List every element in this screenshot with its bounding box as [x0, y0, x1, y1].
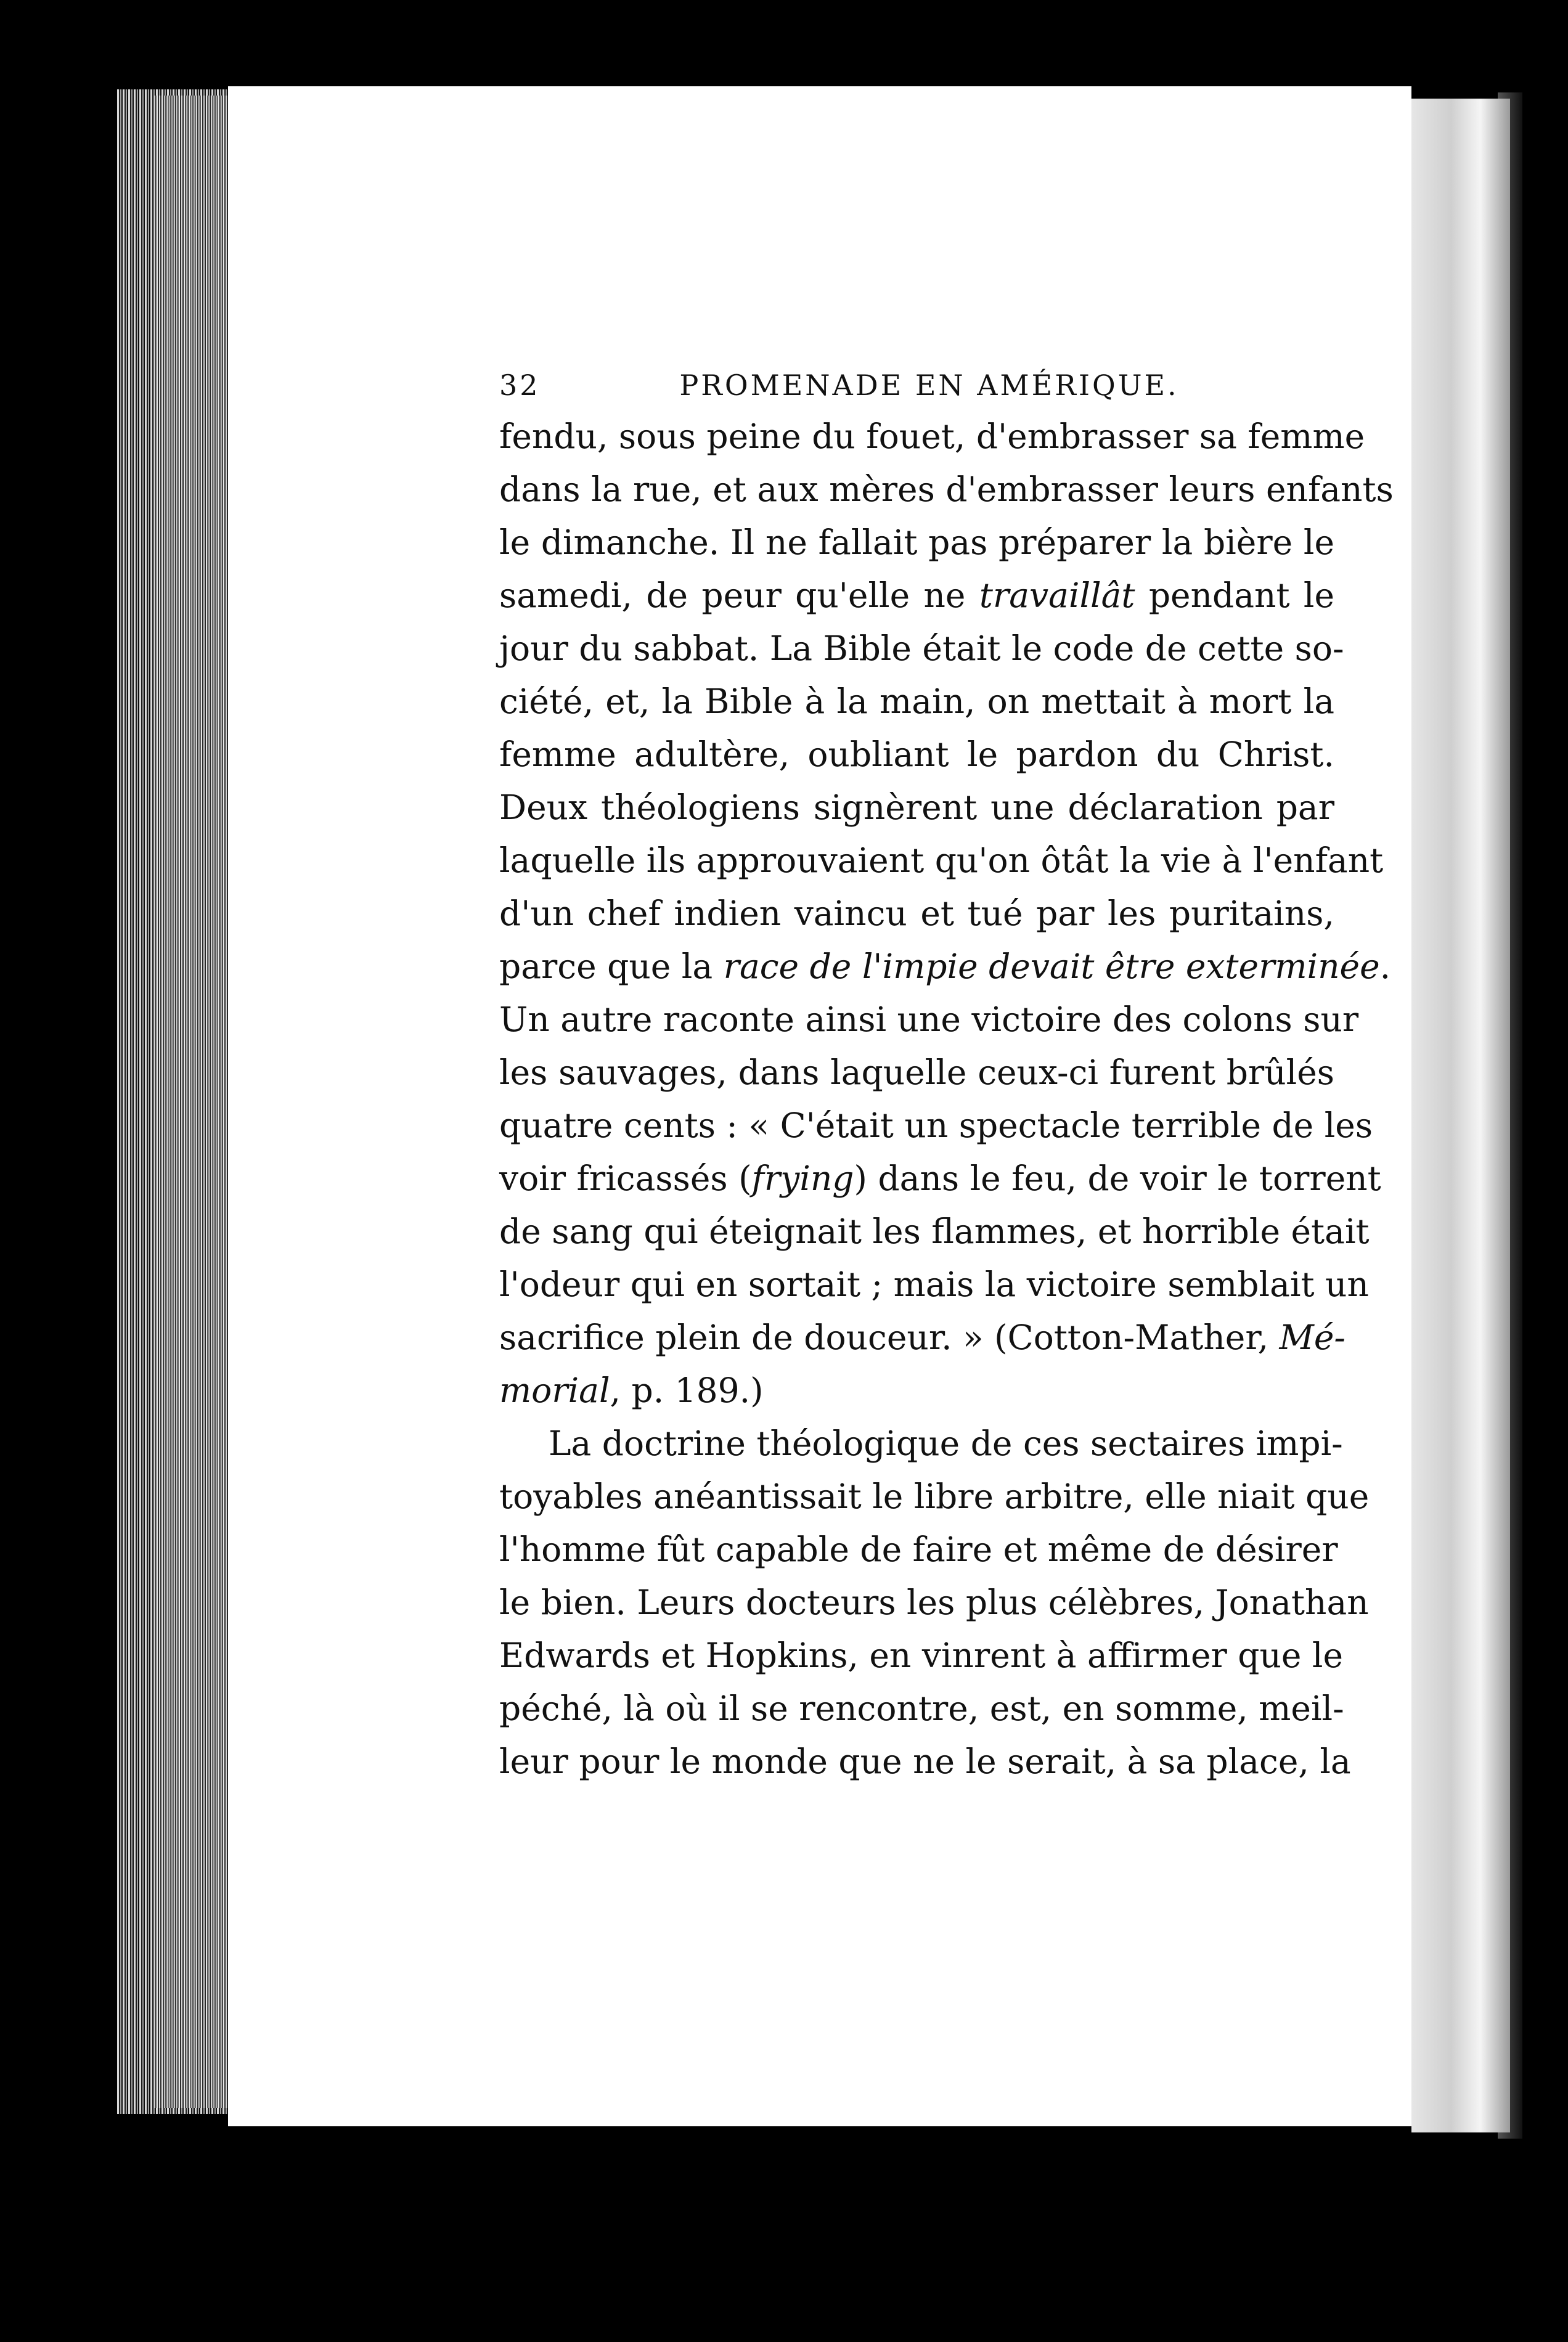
text-line: [499, 1576, 1369, 1629]
text-segment: Edwards et Hopkins, en vinrent à affirmer que le: [499, 1636, 1344, 1675]
text-segment: jour du sabbat. La Bible était le code de cette so-: [499, 629, 1344, 668]
text-segment: toyables anéantissait le libre arbitre, elle niait que: [499, 1477, 1370, 1516]
italic-text: race de l'impie devait être exterminée: [723, 947, 1380, 986]
text-segment: Un autre raconte ainsi une victoire des colons sur: [499, 1000, 1359, 1039]
text-line: [499, 1470, 1370, 1523]
text-line: [499, 1046, 1334, 1099]
text-segment: laquelle ils approuvaient qu'on ôtât la vie à l'enfant: [499, 841, 1384, 880]
text-segment: fendu, sous peine du fouet, d'embrasser sa femme: [499, 417, 1365, 456]
text-segment: l'odeur qui en sortait ; mais la victoire semblait un: [499, 1265, 1369, 1304]
italic-text: Mé-: [1279, 1318, 1345, 1357]
paragraph: [499, 410, 1394, 1417]
text-line: [499, 993, 1359, 1046]
book-fore-edge-inner: [154, 96, 228, 2108]
text-line: [499, 1364, 1334, 1417]
text-line: [499, 463, 1394, 516]
text-segment: péché, là où il se rencontre, est, en somme, meil-: [499, 1689, 1344, 1728]
text-segment: quatre cents : « C'était un spectacle terrible de les: [499, 1106, 1373, 1145]
text-line: [499, 1682, 1344, 1735]
text-line: [499, 834, 1384, 887]
paragraph: [499, 1417, 1370, 1788]
text-segment: leur pour le monde que ne le serait, à sa place, la: [499, 1742, 1351, 1781]
text-line: [499, 1258, 1369, 1311]
text-line: [499, 622, 1344, 675]
text-segment: dans la rue, et aux mères d'embrasser leurs enfants: [499, 470, 1394, 509]
text-line: [499, 1311, 1345, 1364]
text-segment: le bien. Leurs docteurs les plus célèbres, Jonathan: [499, 1583, 1369, 1622]
text-segment: La doctrine théologique de ces sectaires impi-: [549, 1424, 1343, 1463]
italic-text: morial: [499, 1371, 610, 1410]
text-segment: ciété, et, la Bible à la main, on mettait à mort la: [499, 682, 1334, 721]
text-segment: .: [1379, 947, 1391, 986]
text-segment: sacrifice plein de douceur. » (Cotton-Mather,: [499, 1318, 1280, 1357]
text-line: [499, 1205, 1370, 1258]
text-line: [499, 1523, 1338, 1576]
text-line: [499, 887, 1334, 940]
text-line: [499, 1152, 1381, 1205]
italic-text: travaillât: [979, 576, 1135, 615]
text-line: [499, 781, 1334, 834]
text-segment: ) dans le feu, de voir le torrent: [854, 1159, 1381, 1198]
body-text: [499, 410, 1394, 1788]
text-line: [499, 410, 1365, 463]
text-segment: les sauvages, dans laquelle ceux-ci furent brûlés: [499, 1053, 1334, 1092]
text-line: [499, 1735, 1351, 1788]
text-block: [499, 361, 1394, 1788]
text-segment: , p. 189.): [610, 1371, 764, 1410]
book-edge-right: [1411, 99, 1510, 2132]
text-line: [499, 569, 1334, 622]
running-head: [499, 361, 1334, 410]
text-line: [499, 1629, 1344, 1682]
page-number: 32: [499, 369, 541, 402]
text-segment: voir fricassés (: [499, 1159, 752, 1198]
text-line: [499, 1099, 1373, 1152]
text-segment: l'homme fût capable de faire et même de désirer: [499, 1530, 1338, 1569]
text-segment: parce que la: [499, 947, 724, 986]
text-segment: Deux théologiens signèrent une déclaration par: [499, 788, 1334, 827]
text-segment: samedi, de peur qu'elle ne: [499, 576, 979, 615]
text-line: [499, 675, 1334, 728]
text-segment: de sang qui éteignait les flammes, et horrible était: [499, 1212, 1370, 1251]
text-segment: pendant le: [1135, 576, 1335, 615]
text-line: [499, 728, 1334, 781]
text-segment: d'un chef indien vaincu et tué par les puritains,: [499, 894, 1334, 933]
text-segment: le dimanche. Il ne fallait pas préparer la bière le: [499, 523, 1334, 562]
text-segment: femme adultère, oubliant le pardon du Christ.: [499, 735, 1334, 774]
text-line: [499, 516, 1334, 569]
text-line: [499, 940, 1391, 993]
running-title: PROMENADE EN AMÉRIQUE.: [679, 369, 1179, 402]
italic-text: frying: [751, 1159, 854, 1198]
text-line: [499, 1417, 1343, 1470]
